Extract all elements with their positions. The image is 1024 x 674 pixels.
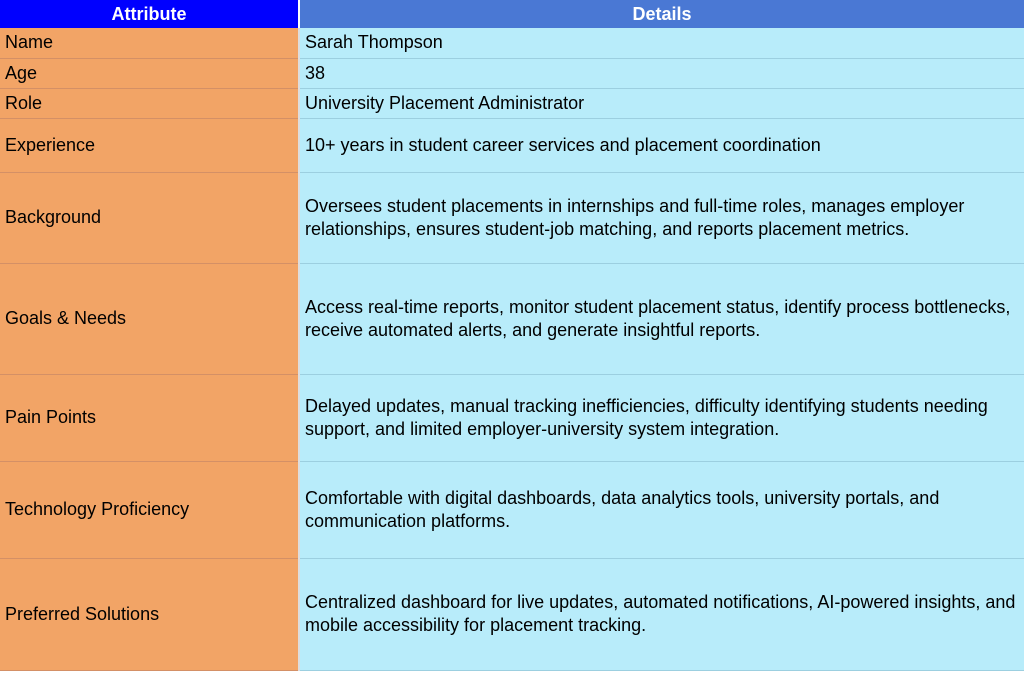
table-row-pain-points xyxy=(0,374,1024,461)
details-text: Access real-time reports, monitor student placement status, identify process bottlenecks, receive automated alerts, and generate insightful reports. xyxy=(305,296,1011,340)
details-cell xyxy=(299,28,1024,58)
details-text: Delayed updates, manual tracking inefficiencies, difficulty identifying students needing support, and limited employer-university system integration. xyxy=(305,395,988,439)
attribute-column-header: Attribute xyxy=(0,0,299,28)
details-text: Oversees student placements in internships and full-time roles, manages employer relationships, ensures student-job matching, and reports placement metrics. xyxy=(305,195,965,239)
details-cell xyxy=(299,58,1024,88)
attribute-cell xyxy=(0,58,299,88)
attribute-cell xyxy=(0,461,299,558)
attribute-cell xyxy=(0,263,299,374)
table-row-technology-proficiency xyxy=(0,461,1024,558)
details-text: University Placement Administrator xyxy=(305,92,585,113)
attribute-label: Role xyxy=(5,92,43,113)
attribute-cell xyxy=(0,558,299,670)
attribute-cell xyxy=(0,172,299,263)
details-cell xyxy=(299,558,1024,670)
attribute-label: Preferred Solutions xyxy=(5,603,160,624)
details-cell xyxy=(299,461,1024,558)
attribute-label: Background xyxy=(5,207,102,227)
details-cell xyxy=(299,118,1024,172)
details-text: Centralized dashboard for live updates, automated notifications, AI-powered insights, and mobile accessibility for placement tracking. xyxy=(305,592,1016,635)
attribute-label: Goals & Needs xyxy=(5,308,127,328)
attribute-label: Name xyxy=(5,32,54,53)
details-cell xyxy=(299,172,1024,263)
table-row-age xyxy=(0,58,1024,88)
attribute-label: Technology Proficiency xyxy=(5,499,190,519)
details-text: 10+ years in student career services and placement coordination xyxy=(305,134,821,155)
details-text: Comfortable with digital dashboards, data analytics tools, university portals, and communication platforms. xyxy=(305,487,940,531)
table-row-background xyxy=(0,172,1024,263)
attribute-cell xyxy=(0,28,299,58)
table-row-preferred-solutions xyxy=(0,558,1024,670)
table-row-name xyxy=(0,28,1024,58)
header-row xyxy=(0,0,1024,28)
attribute-label: Experience xyxy=(5,134,96,155)
attribute-label: Age xyxy=(5,62,38,83)
details-cell xyxy=(299,263,1024,374)
table-row-goals-needs xyxy=(0,263,1024,374)
table-row-experience xyxy=(0,118,1024,172)
table-header xyxy=(0,0,1024,28)
attribute-label: Pain Points xyxy=(5,407,97,427)
details-cell xyxy=(299,88,1024,118)
details-cell xyxy=(299,374,1024,461)
attribute-cell xyxy=(0,88,299,118)
attribute-cell xyxy=(0,374,299,461)
table-row-role xyxy=(0,88,1024,118)
details-text: Sarah Thompson xyxy=(305,32,443,53)
attribute-cell xyxy=(0,118,299,172)
table-body xyxy=(0,28,1024,670)
details-text: 38 xyxy=(305,62,326,83)
details-column-header: Details xyxy=(299,0,1024,28)
